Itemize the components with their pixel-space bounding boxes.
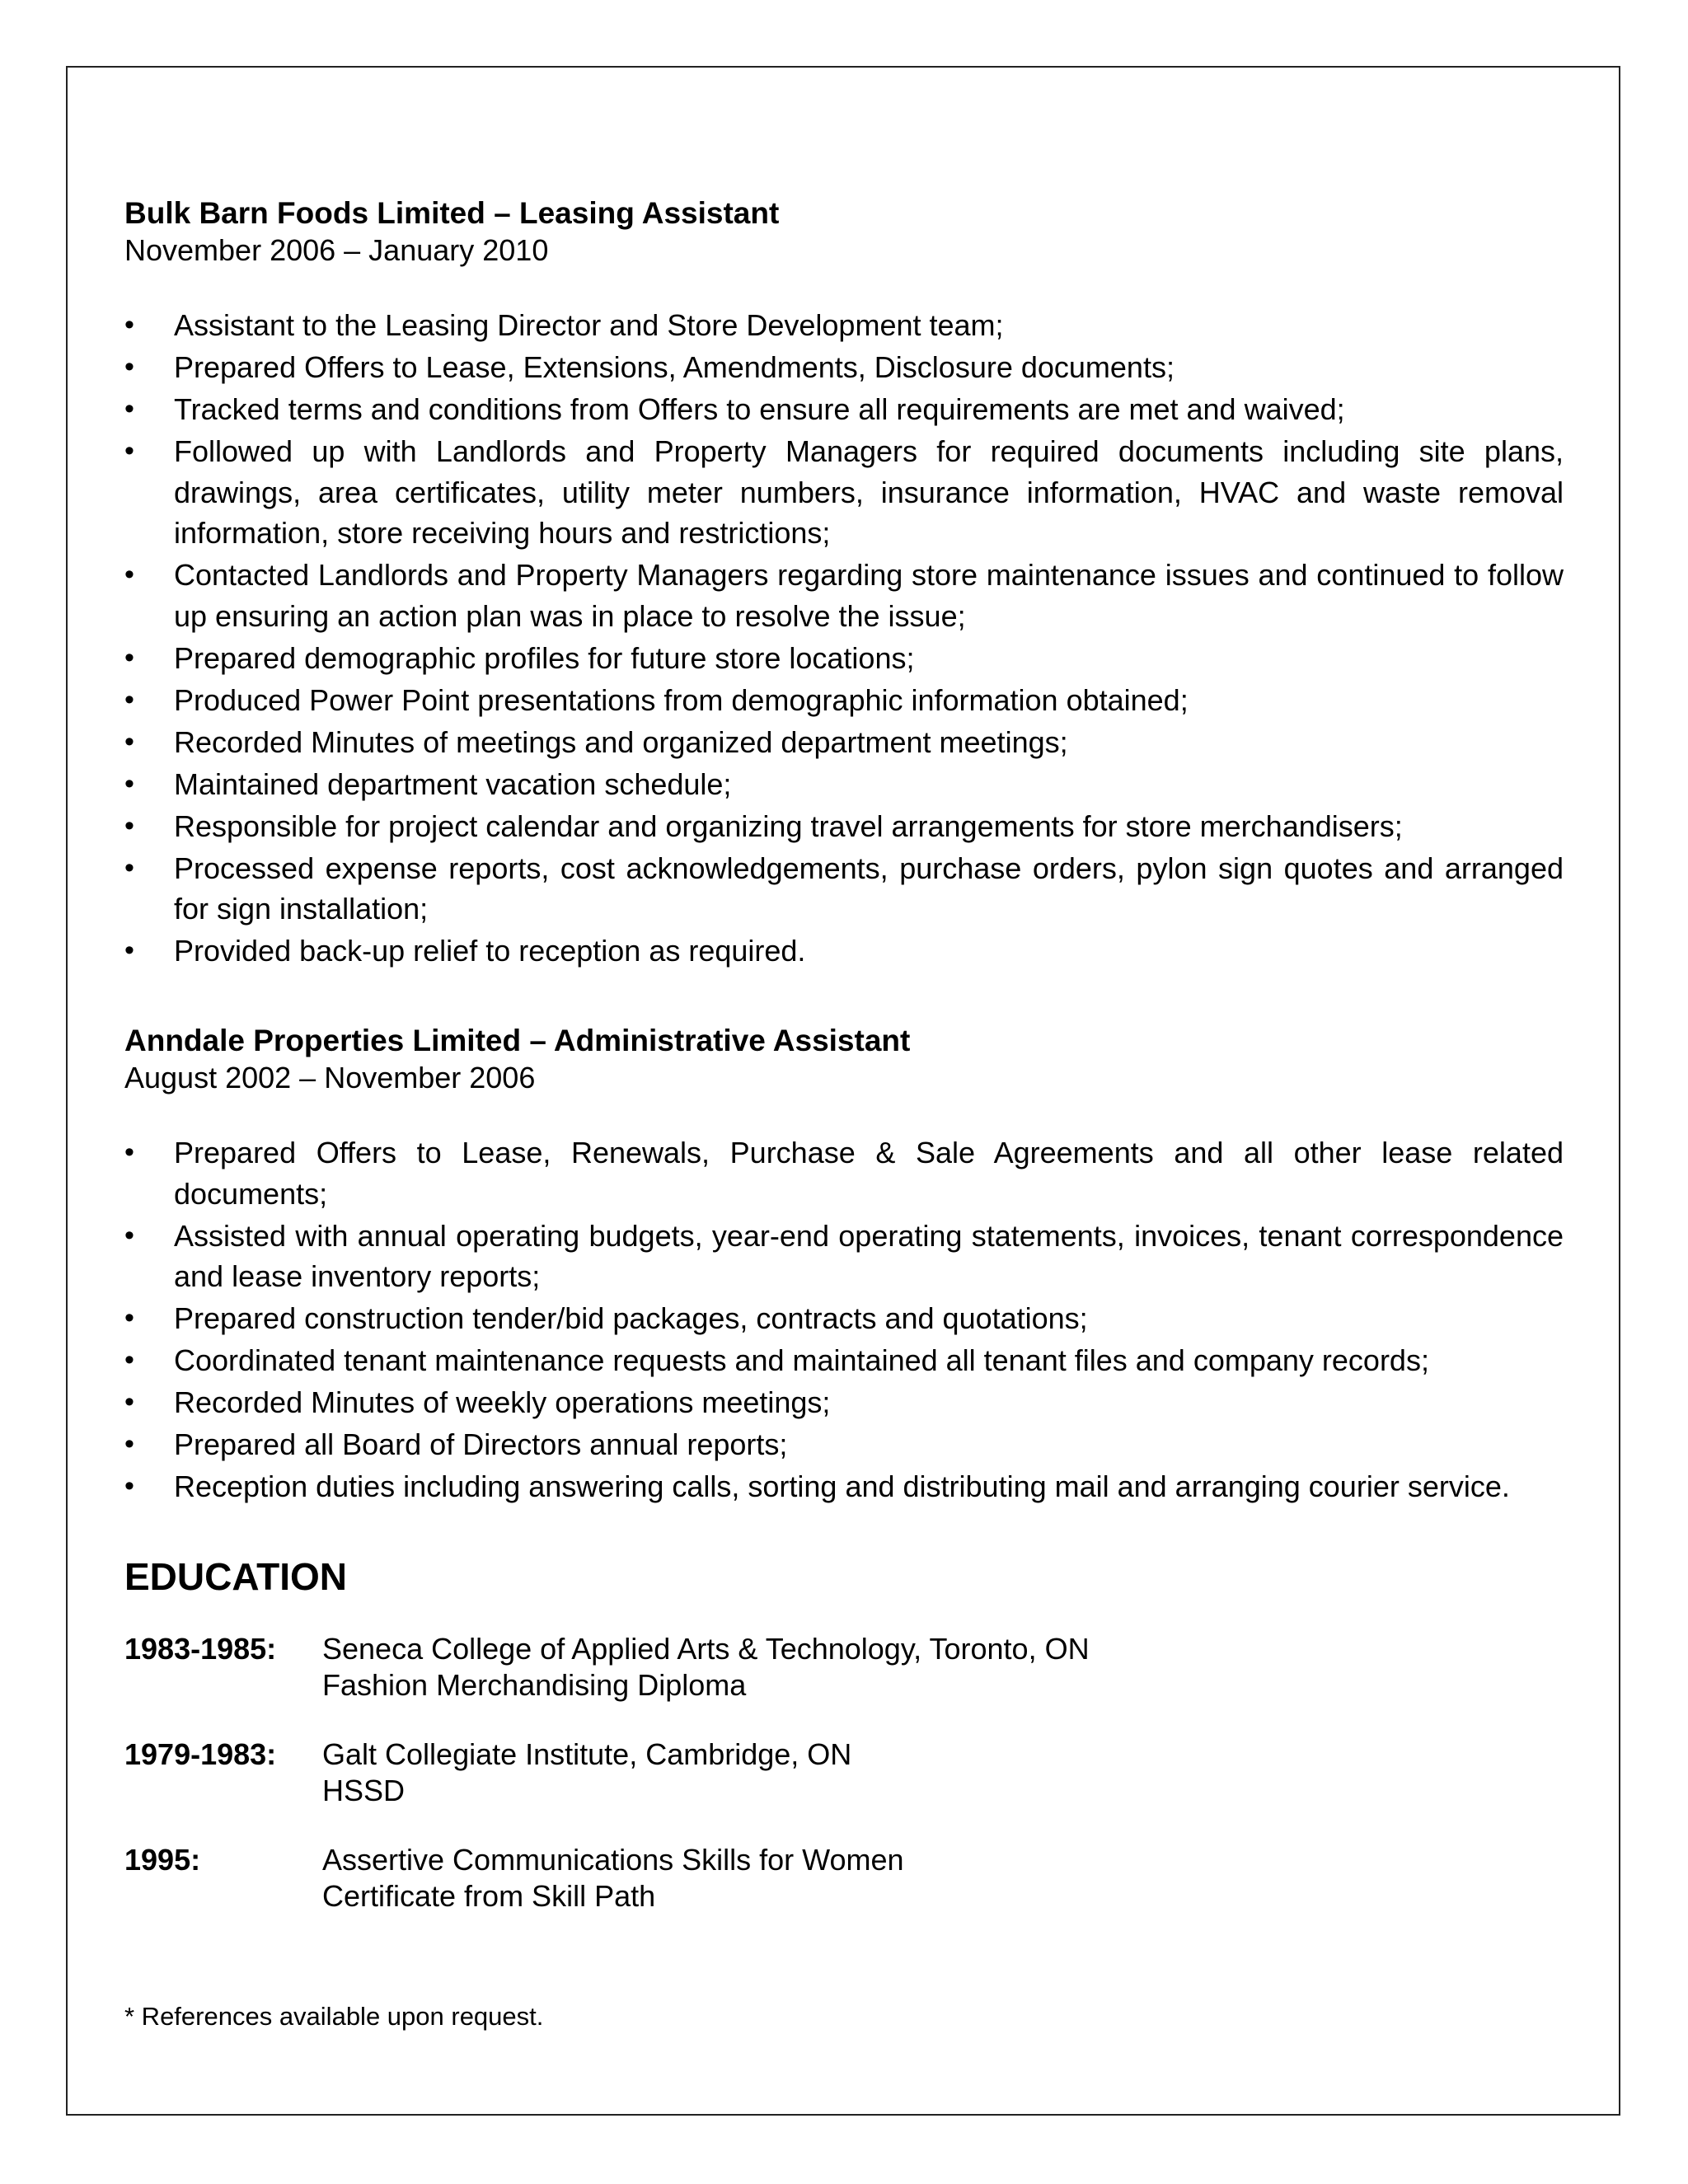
duty-text: Provided back-up relief to reception as required.	[174, 934, 806, 968]
bullet-icon: •	[124, 1470, 134, 1502]
list-item	[124, 930, 1564, 972]
duty-text: Assisted with annual operating budgets, year-end operating statements, invoices, tenant correspondence and lease inventory reports;	[174, 1218, 1564, 1293]
duty-text: Responsible for project calendar and organizing travel arrangements for store merchandisers;	[174, 808, 1403, 843]
bullet-icon: •	[124, 725, 134, 757]
duty-text: Prepared construction tender/bid packages, contracts and quotations;	[174, 1301, 1088, 1335]
duty-text: Recorded Minutes of meetings and organized department meetings;	[174, 724, 1068, 759]
references-note: * References available upon request.	[124, 2002, 544, 2031]
section-heading: EDUCATION	[124, 1554, 348, 1598]
job-duties-list	[124, 305, 1564, 972]
bullet-icon: •	[124, 1302, 134, 1333]
list-item	[124, 1132, 1564, 1214]
duty-text: Reception duties including answering calls, sorting and distributing mail and arranging courier service.	[174, 1469, 1510, 1503]
duty-text: Prepared demographic profiles for future store locations;	[174, 640, 915, 675]
credential: HSSD	[322, 1773, 406, 1807]
education-years: 1983-1985:	[124, 1631, 277, 1666]
list-item	[124, 680, 1564, 721]
credential: Fashion Merchandising Diploma	[322, 1667, 747, 1702]
duty-text: Recorded Minutes of weekly operations meetings;	[174, 1385, 831, 1419]
education-entry	[124, 1842, 1564, 1915]
duty-text: Followed up with Landlords and Property Managers for required documents including site plans, drawings, area certificates, utility meter numbers, insurance information, HVAC and waste removal information, store receiving hours and restrictions;	[174, 434, 1564, 550]
bullet-icon: •	[124, 641, 134, 673]
education-entry	[124, 1631, 1564, 1704]
job-section	[124, 194, 1564, 972]
list-item	[124, 1466, 1564, 1507]
duty-text: Tracked terms and conditions from Offers to ensure all requirements are met and waived;	[174, 392, 1345, 426]
bullet-icon: •	[124, 1344, 134, 1376]
list-item	[124, 431, 1564, 554]
education-entry	[124, 1736, 1564, 1809]
bullet-icon: •	[124, 559, 134, 590]
list-item	[124, 848, 1564, 930]
list-item	[124, 305, 1564, 346]
bullet-icon: •	[124, 393, 134, 424]
list-item	[124, 389, 1564, 430]
list-item	[124, 806, 1564, 847]
education-years: 1979-1983:	[124, 1736, 277, 1771]
bullet-icon: •	[124, 1137, 134, 1168]
duty-text: Contacted Landlords and Property Managers regarding store maintenance issues and continued to follow up ensuring an action plan was in place to resolve the issue;	[174, 558, 1564, 633]
education-detail	[322, 1842, 904, 1915]
duty-text: Maintained department vacation schedule;	[174, 766, 732, 801]
section-spacer	[124, 972, 1564, 1022]
job-dates: August 2002 – November 2006	[124, 1061, 536, 1094]
education-section	[124, 1554, 1564, 1915]
bullet-icon: •	[124, 1428, 134, 1460]
bullet-icon: •	[124, 1219, 134, 1251]
list-item	[124, 1424, 1564, 1465]
education-years: 1995:	[124, 1842, 201, 1877]
job-title: Bulk Barn Foods Limited – Leasing Assistant	[124, 196, 780, 230]
bullet-icon: •	[124, 309, 134, 340]
duty-text: Produced Power Point presentations from demographic information obtained;	[174, 682, 1189, 717]
duty-text: Processed expense reports, cost acknowledgements, purchase orders, pylon sign quotes and arranged for sign installation;	[174, 851, 1564, 926]
list-item	[124, 1340, 1564, 1381]
duty-text: Prepared Offers to Lease, Renewals, Purchase & Sale Agreements and all other lease related documents;	[174, 1136, 1564, 1211]
bullet-icon: •	[124, 1386, 134, 1418]
bullet-icon: •	[124, 809, 134, 841]
bullet-icon: •	[124, 851, 134, 883]
duty-text: Assistant to the Leasing Director and Store Development team;	[174, 308, 1004, 342]
duty-text: Coordinated tenant maintenance requests and maintained all tenant files and company records;	[174, 1343, 1429, 1377]
institution: Assertive Communications Skills for Women	[322, 1842, 904, 1877]
job-section	[124, 1022, 1564, 1507]
bullet-icon: •	[124, 767, 134, 799]
list-item	[124, 722, 1564, 763]
job-duties-list	[124, 1132, 1564, 1507]
education-detail	[322, 1631, 1090, 1704]
institution: Seneca College of Applied Arts & Technology, Toronto, ON	[322, 1631, 1090, 1666]
institution: Galt Collegiate Institute, Cambridge, ON	[322, 1736, 852, 1771]
list-item	[124, 555, 1564, 636]
job-title: Anndale Properties Limited – Administrative Assistant	[124, 1024, 911, 1057]
list-item	[124, 764, 1564, 805]
resume-content	[124, 194, 1564, 1947]
credential: Certificate from Skill Path	[322, 1878, 656, 1913]
job-dates: November 2006 – January 2010	[124, 233, 549, 267]
duty-text: Prepared all Board of Directors annual reports;	[174, 1427, 788, 1461]
bullet-icon: •	[124, 683, 134, 715]
bullet-icon: •	[124, 435, 134, 466]
bullet-icon: •	[124, 935, 134, 966]
list-item	[124, 638, 1564, 679]
education-detail	[322, 1736, 851, 1809]
list-item	[124, 1298, 1564, 1339]
list-item	[124, 1216, 1564, 1297]
list-item	[124, 1382, 1564, 1423]
list-item	[124, 347, 1564, 388]
bullet-icon: •	[124, 351, 134, 382]
duty-text: Prepared Offers to Lease, Extensions, Amendments, Disclosure documents;	[174, 350, 1175, 384]
